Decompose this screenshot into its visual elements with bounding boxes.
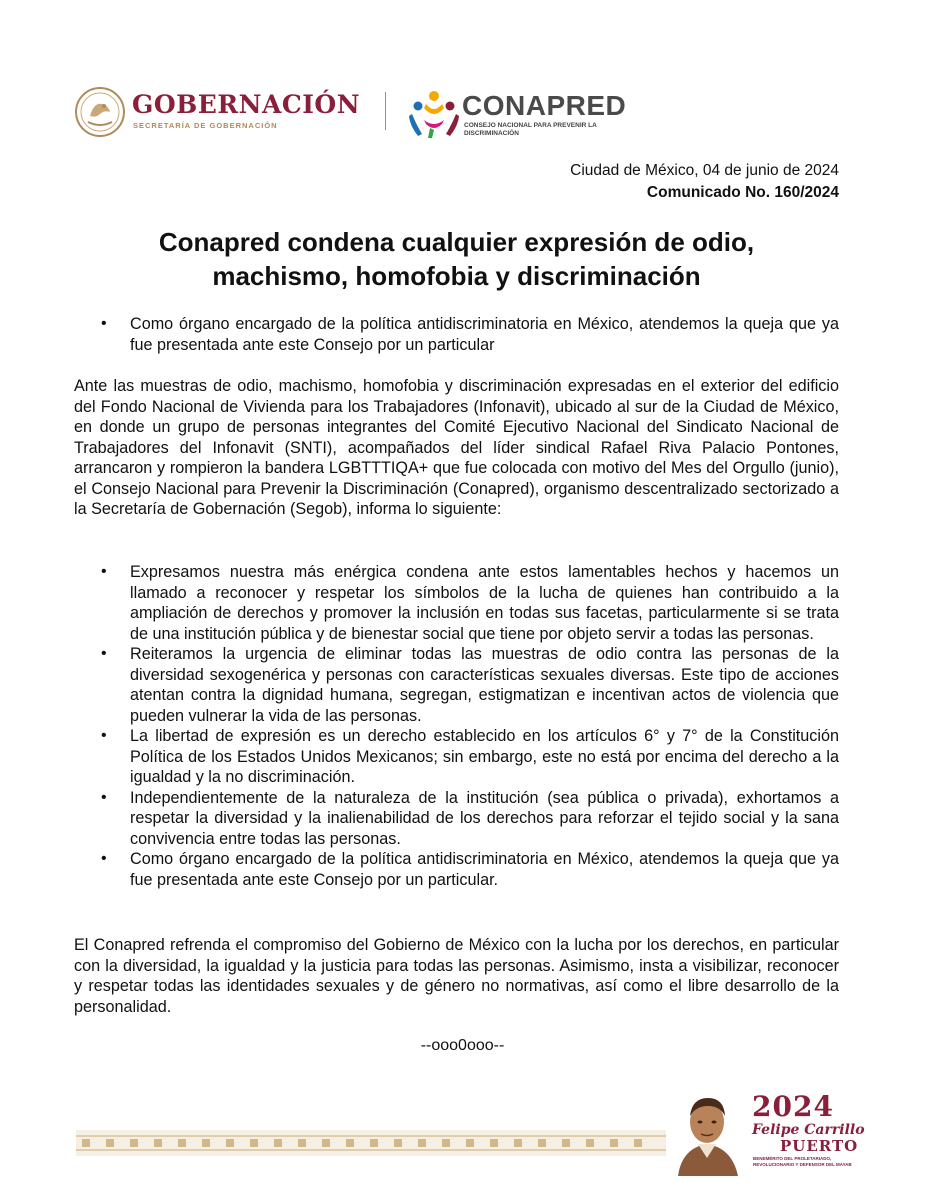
place-date: Ciudad de México, 04 de junio de 2024 [570, 162, 839, 179]
footer-name-line-1: Felipe Carrillo [752, 1122, 865, 1138]
letterhead [74, 84, 674, 140]
footer-year: 2024 [752, 1090, 834, 1123]
mexico-coat-of-arms-icon [74, 86, 126, 138]
list-item: • Independientemente de la naturaleza de la institución (sea pública o privada), exhortamos a respetar la diversidad y la inalienabilidad de los derechos para reforzar el tejido social y la sana convivencia entre todas las personas. [74, 788, 839, 850]
end-mark: --ooo0ooo-- [420, 1037, 505, 1054]
list-item: • Como órgano encargado de la política antidiscriminatoria en México, atendemos la queja que ya fue presentada ante este Consejo por un particular. [74, 849, 839, 890]
title-line-2: machismo, homofobia y discriminación [212, 261, 701, 291]
communique-number: Comunicado No. 160/2024 [646, 184, 839, 201]
intro-paragraph: Ante las muestras de odio, machismo, homofobia y discriminación expresadas en el exterior del edificio del Fondo Nacional de Vivienda para los Trabajadores (Infonavit), ubicado al sur de la Ciudad de México, en donde un grupo de personas integrantes del Comité Ejecutivo Nacional del Sindicato Nacional de Trabajadores del Infonavit (SNTI), acompañados del líder sindical Rafael Riva Palacio Pontones, arrancaron y rompieron la bandera LGBTTTIQA+ que fue colocada con motivo del Mes del Orgullo (junio), el Consejo Nacional para Prevenir la Discriminación (Conapred), organismo descentralizado sectorizado a la Secretaría de Gobernación (Segob), informa lo siguiente: [74, 377, 839, 518]
gobernacion-subtitle: SECRETARÍA DE GOBERNACIÓN [133, 121, 278, 130]
footer-tagline: BENEMÉRITO DEL PROLETARIADO, REVOLUCIONARIO Y DEFENSOR DEL MAYAB [753, 1156, 852, 1167]
conapred-subtitle: CONSEJO NACIONAL PARA PREVENIR LA DISCRIMINACIÓN [464, 122, 597, 137]
felipe-carrillo-puerto-portrait-icon [668, 1086, 746, 1176]
footer-name-line-2: PUERTO [780, 1137, 859, 1155]
dateline [570, 160, 839, 204]
list-item: • Reiteramos la urgencia de eliminar todas las muestras de odio contra las personas de la diversidad sexogenérica y personas con características sexuales diversas. Este tipo de acciones atentan contra la dignidad humana, segregan, estigmatizan e incentivan actos de violencia que pueden vulnerar la vida de las personas. [74, 644, 839, 726]
conapred-people-icon [406, 84, 462, 140]
logo-divider [385, 92, 386, 130]
title-line-1: Conapred condena cualquier expresión de odio, [158, 227, 755, 257]
page-title [74, 225, 839, 293]
conapred-wordmark: CONAPRED [462, 90, 627, 121]
summary-list [74, 314, 839, 355]
main-list [74, 562, 839, 890]
list-item: • La libertad de expresión es un derecho establecido en los artículos 6° y 7° de la Constitución Política de los Estados Unidos Mexicanos; sin embargo, este no está por encima del derecho a la igualdad y la no discriminación. [74, 726, 839, 788]
decorative-border [76, 1130, 666, 1156]
gobernacion-wordmark: GOBERNACIÓN [132, 90, 361, 119]
list-item: • Expresamos nuestra más enérgica condena ante estos lamentables hechos y hacemos un llamado a reconocer y respetar los símbolos de la lucha de quienes han contribuido a la ampliación de derechos y promover la inclusión en todas sus facetas, particularmente si se trata de una institución pública y de bienestar social que tiene por objeto servir a todas las personas. [74, 562, 839, 644]
closing-paragraph: El Conapred refrenda el compromiso del Gobierno de México con la lucha por los derechos, en particular con la diversidad, la igualdad y la justicia para todas las personas. Asimismo, insta a visibilizar, reconocer y respetar todas las identidades sexuales y de género no normativas, así como el libre desarrollo de la personalidad. [74, 936, 839, 1016]
summary-bullet: • Como órgano encargado de la política antidiscriminatoria en México, atendemos la queja que ya fue presentada ante este Consejo por un particular [74, 314, 839, 355]
